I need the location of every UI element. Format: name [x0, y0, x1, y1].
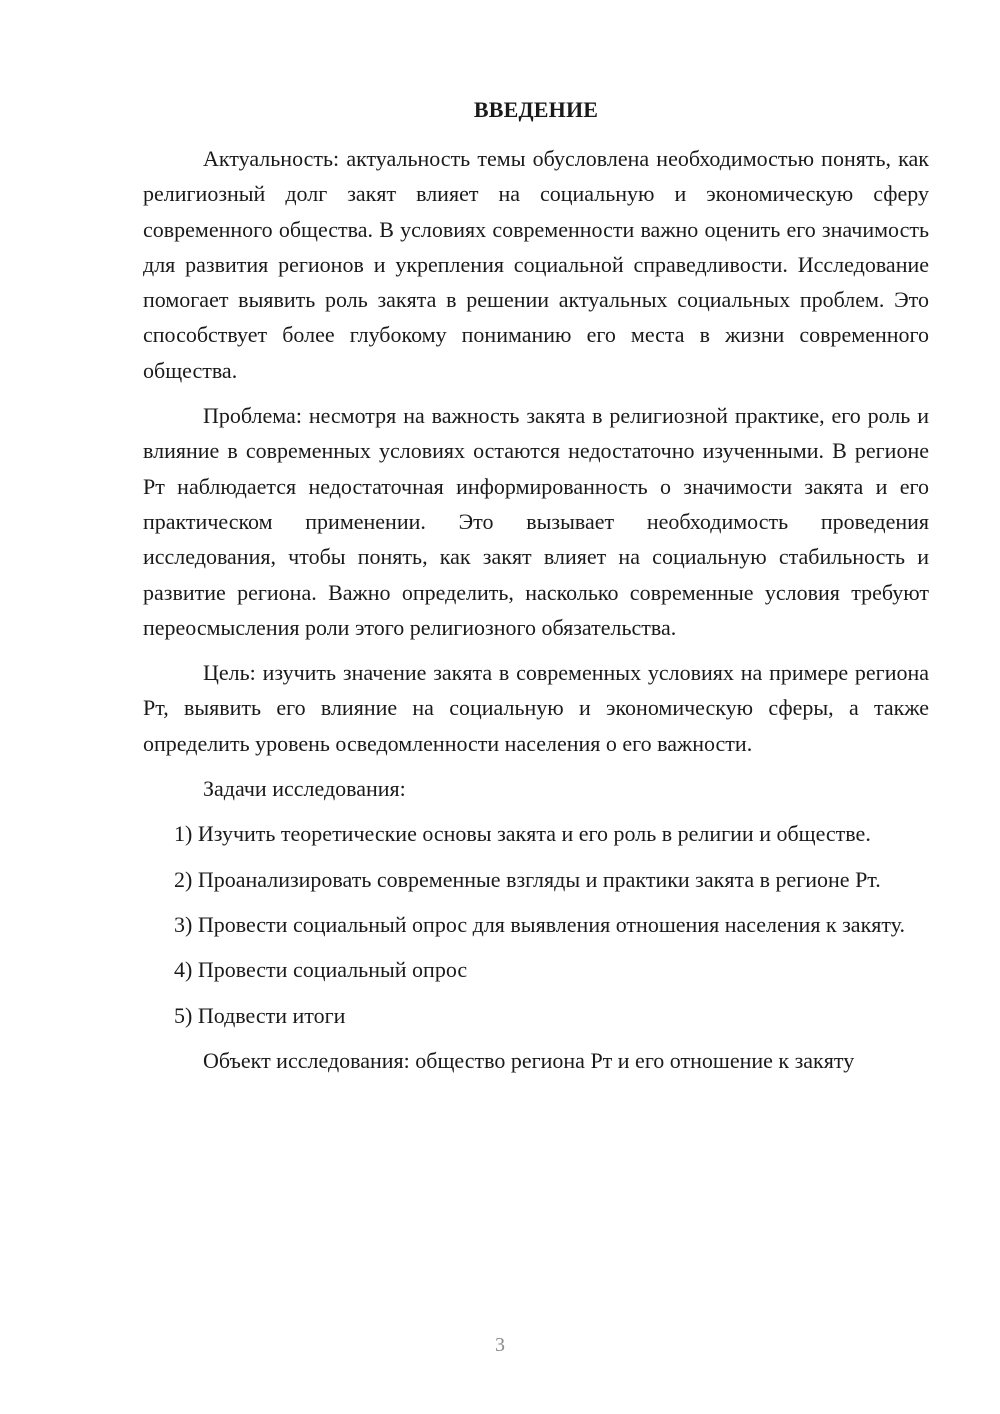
paragraph-relevance: Актуальность: актуальность темы обусловлена необходимостью понять, как религиозный долг закят влияет на социальную и экономическую сферу современного общества. В условиях современности важно оценить его значимость для развития регионов и укрепления социальной справедливости. Исследование помогает выявить роль закята в решении актуальных социальных проблем. Это способствует более глубокому пониманию его места в жизни современного общества.	[143, 146, 929, 383]
task-item: 5) Подвести итоги	[174, 1002, 346, 1028]
paragraph-research-object: Объект исследования: общество региона Рт и его отношение к закяту	[203, 1047, 855, 1073]
task-item: 3) Провести социальный опрос для выявления отношения населения к закяту.	[174, 911, 906, 937]
task-item: 4) Провести социальный опрос	[174, 957, 468, 983]
paragraph-tasks-heading: Задачи исследования:	[203, 776, 406, 802]
paragraph-goal: Цель: изучить значение закята в современных условиях на примере региона Рт, выявить его влияние на социальную и экономическую сферы, а также определить уровень осведомленности населения о его важности.	[143, 660, 929, 756]
task-item: 1) Изучить теоретические основы закята и его роль в религии и обществе.	[174, 821, 871, 847]
task-item: 2) Проанализировать современные взгляды и практики закята в регионе Рт.	[174, 866, 881, 892]
page-number: 3	[495, 1334, 505, 1356]
section-title: ВВЕДЕНИЕ	[473, 97, 599, 122]
page-content	[143, 93, 929, 1078]
paragraph-problem: Проблема: несмотря на важность закята в религиозной практике, его роль и влияние в современных условиях остаются недостаточно изученными. В регионе Рт наблюдается недостаточная информированность о значимости закята и его практическом применении. Это вызывает необходимость проведения исследования, чтобы понять, как закят влияет на социальную стабильность и развитие региона. Важно определить, насколько современные условия требуют переосмысления роли этого религиозного обязательства.	[143, 403, 929, 640]
